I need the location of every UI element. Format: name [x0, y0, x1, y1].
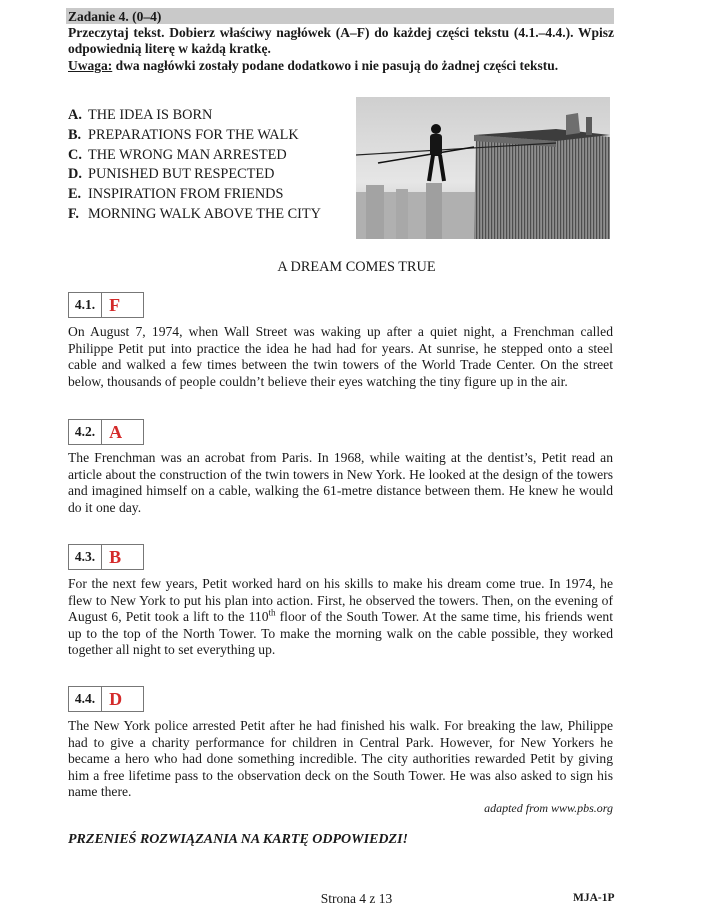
heading-item — [68, 106, 321, 126]
text-title: A DREAM COMES TRUE — [277, 259, 436, 275]
heading-letter: F. — [68, 205, 79, 222]
heading-text: INSPIRATION FROM FRIENDS — [88, 186, 284, 203]
heading-item — [68, 165, 321, 185]
answer-letter[interactable]: D — [109, 688, 123, 709]
heading-text: MORNING WALK ABOVE THE CITY — [88, 205, 321, 222]
task-note — [68, 58, 558, 74]
section-text-4-4: The New York police arrested Petit after he had finished his walk. For breaking the law, Philippe had to give a charity performance for children in Central Park. However, for New Yorkers he became a hero who had done something incredible. The city authorities rewarded Petit by giving him a free lifetime pass to the observation deck on the South Tower. He was also asked to sign his name there. — [68, 718, 613, 799]
exam-code: MJA-1P — [573, 892, 615, 904]
answer-box-4-3[interactable] — [68, 544, 144, 570]
transfer-instruction: PRZENIEŚ ROZWIĄZANIA NA KARTĘ ODPOWIEDZI! — [68, 832, 408, 847]
section-text-4-3 — [68, 576, 613, 659]
answer-box-4-4[interactable] — [68, 686, 144, 712]
note-text: dwa nagłówki zostały podane dodatkowo i nie pasują do żadnej części tekstu. — [112, 58, 559, 73]
section-text-part: For the next few years, Petit worked hard on his skills to make his dream come true. In 1974, he flew to New York to put his plan into action. First, he observed the towers. Then, on the evening of August 6, Petit took a lift to the 110 — [68, 576, 613, 624]
headings-list — [68, 106, 321, 225]
answer-number: 4.3. — [69, 545, 102, 569]
heading-letter: E. — [68, 186, 82, 203]
answer-letter[interactable]: F — [109, 294, 121, 315]
ordinal-suffix: th — [268, 607, 276, 618]
heading-text: PREPARATIONS FOR THE WALK — [88, 126, 299, 143]
heading-letter: C. — [68, 146, 82, 163]
heading-text: THE IDEA IS BORN — [88, 107, 213, 123]
section-text-part: floor of the South Tower. At the same time, his friends went up to the top of the North Tower. To make the morning walk on the cable possible, they worked together all night to set everything up. — [68, 609, 613, 657]
tightrope-walker-photo — [356, 97, 610, 239]
task-instruction: Przeczytaj tekst. Dobierz właściwy nagłówek (A–F) do każdej części tekstu (4.1.–4.4.). Wpisz odpowiednią literę w każdą kratkę. — [68, 25, 614, 56]
source-note: adapted from www.pbs.org — [484, 801, 613, 815]
heading-item — [68, 126, 321, 146]
section-text-4-2: The Frenchman was an acrobat from Paris. In 1968, while waiting at the dentist’s, Petit read an article about the construction of the twin towers in New York. He looked at the design of the towers and imagined himself on a cable, walking the 61-metre distance between them. He knew he would do it one day. — [68, 450, 613, 515]
answer-number: 4.2. — [69, 420, 102, 444]
heading-item — [68, 205, 321, 225]
heading-item — [68, 185, 321, 205]
answer-number: 4.4. — [69, 687, 102, 711]
answer-box-4-2[interactable] — [68, 419, 144, 445]
heading-text: PUNISHED BUT RESPECTED — [88, 166, 275, 183]
heading-letter: A. — [68, 107, 82, 123]
heading-letter: B. — [68, 126, 82, 143]
answer-box-4-1[interactable] — [68, 292, 144, 318]
answer-letter[interactable]: A — [109, 421, 123, 442]
heading-item — [68, 146, 321, 166]
task-header-text: Zadanie 4. (0–4) — [68, 9, 162, 24]
section-text-4-1: On August 7, 1974, when Wall Street was waking up after a quiet night, a Frenchman called Philippe Petit put into practice the idea he had had for years. At sunrise, he stepped onto a steel cable and walked a few times between the twin towers of the World Trade Center. On the street below, thousands of people couldn’t believe their eyes watching the tiny figure up in the air. — [68, 324, 613, 389]
task-header — [66, 8, 614, 24]
heading-text: THE WRONG MAN ARRESTED — [88, 146, 287, 163]
answer-letter[interactable]: B — [109, 546, 122, 567]
answer-number: 4.1. — [69, 293, 102, 317]
page-number: Strona 4 z 13 — [320, 891, 393, 906]
note-label: Uwaga: — [68, 58, 113, 73]
heading-letter: D. — [68, 166, 82, 183]
